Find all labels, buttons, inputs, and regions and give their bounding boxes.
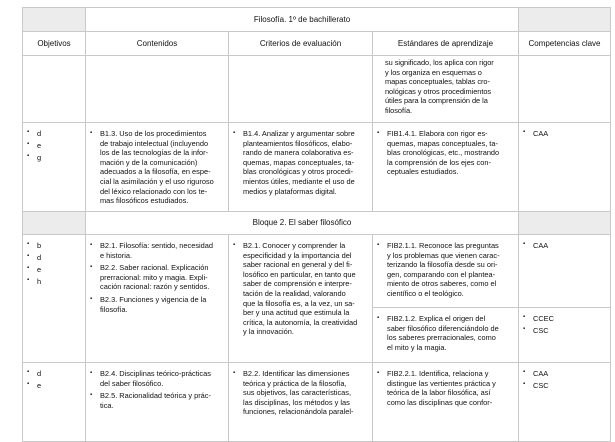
competence-item: ▪ CAA (523, 369, 549, 378)
objective-item: ▪ d (27, 253, 41, 262)
row4-objectives-cell (22, 362, 86, 442)
row3-competences-list-a (523, 241, 548, 253)
objective-item: ▪ g (27, 153, 41, 162)
row4-standards-list (377, 369, 496, 410)
row1-objectives-cell (22, 55, 86, 123)
content-item: ▪ B2.3. Funciones y vigencia de la filosofía. (90, 295, 213, 314)
competence-item: ▪ CSC (523, 326, 554, 335)
content-item: ▪ B2.2. Saber racional. Explicación prerracional: mito y magia. Expli- cación racional: razón y sentidos. (90, 263, 213, 292)
row3-criteria-list (233, 241, 357, 340)
row4-contents-cell (85, 362, 229, 442)
row2-standards-cell (372, 122, 519, 212)
row3-contents-cell (85, 234, 229, 363)
competence-item: ▪ CAA (523, 241, 548, 250)
row4-contents-list (90, 369, 211, 413)
competence-item: ▪ CCEC (523, 314, 554, 323)
objective-item: ▪ b (27, 241, 41, 250)
row1-standards-cell (372, 55, 519, 123)
row3-competences-cell-b (518, 307, 611, 363)
competence-item: ▪ CAA (523, 129, 548, 138)
row3-standards-list-b (377, 314, 499, 355)
row1-contents-cell (85, 55, 229, 123)
standard-item: ▪ FIB2.1.1. Reconoce las preguntas y los problemas que vienen carac- terizando la filosofía desde su ori- gen, comparando con el plantea- miento de otros saberes, como el científico o el teológico. (377, 241, 500, 299)
row2-objectives-list (27, 129, 41, 165)
row2-competences-list (523, 129, 548, 141)
row3-competences-cell-a (518, 234, 611, 308)
objective-item: ▪ e (27, 265, 41, 274)
column-header-competences: Competencias clave (518, 31, 611, 56)
row3-standards-cell-a (372, 234, 519, 308)
row2-contents-list (90, 129, 214, 209)
row3-objectives-list (27, 241, 41, 289)
row2-criteria-list (233, 129, 355, 199)
row3-standards-cell-b (372, 307, 519, 363)
content-item: ▪ B2.4. Disciplinas teórico-prácticas del saber filosófico. (90, 369, 211, 388)
column-header-contents: Contenidos (85, 31, 229, 56)
competence-item: ▪ CSC (523, 381, 549, 390)
row2-contents-cell (85, 122, 229, 212)
row1-competences-cell (518, 55, 611, 123)
row1-criteria-cell (228, 55, 373, 123)
column-header-objectives: Objetivos (22, 31, 86, 56)
content-item: ▪ B2.5. Racionalidad teórica y prác- tica. (90, 391, 211, 410)
row4-criteria-cell (228, 362, 373, 442)
content-item: ▪ B1.3. Uso de los procedimientos de trabajo intelectual (incluyendo los de las tecnologías de la infor- mación y de la comunicación) adecuados a la filosofía, en espe- cial la asimilación y el uso riguroso del léxico relacionado con los te- mas filosóficos estudiados. (90, 129, 214, 206)
block2-title: Bloque 2. El saber filosófico (85, 211, 519, 235)
row4-standards-cell (372, 362, 519, 442)
block2-right-cell (518, 211, 611, 235)
row2-competences-cell (518, 122, 611, 212)
row4-competences-list (523, 369, 549, 393)
corner-cell-left (22, 7, 86, 32)
criteria-item: ▪ B2.1. Conocer y comprender la especificidad y la importancia del saber racional en general y del fi- losófico en particular, en tanto que saber de comprensión e interpre- tación de la realidad, valorando que la filosofía es, a la vez, un sa- ber y una actitud que estimula la crítica, la autonomía, la creatividad y la innovación. (233, 241, 357, 337)
row2-objectives-cell (22, 122, 86, 212)
column-header-criteria: Criterios de evaluación (228, 31, 373, 56)
row2-standards-list (377, 129, 499, 180)
row3-criteria-cell (228, 234, 373, 363)
row4-criteria-list (233, 369, 354, 420)
row3-standards-list-a (377, 241, 500, 302)
objective-item: ▪ d (27, 129, 41, 138)
row4-objectives-list (27, 369, 41, 393)
criteria-item: ▪ B1.4. Analizar y argumentar sobre planteamientos filosóficos, elabo- rando de manera colaborativa es- quemas, mapas conceptuales, ta- blas cronológicas y otros procedi- mientos útiles, mediante el uso de medios y plataformas digital. (233, 129, 355, 196)
objective-item: ▪ e (27, 381, 41, 390)
row3-objectives-cell (22, 234, 86, 363)
column-header-standards: Estándares de aprendizaje (372, 31, 519, 56)
row1-standard-text: su significado, los aplica con rigor y los organiza en esquemas o mapas conceptuales, tablas cro- nológicas y otros procedimientos útiles para la comprensión de la filosofía. (385, 58, 494, 115)
criteria-item: ▪ B2.2. Identificar las dimensiones teórica y práctica de la filosofía, sus objetivos, las características, las disciplinas, los métodos y las funciones, relacionándola paralel- (233, 369, 354, 417)
corner-cell-right (518, 7, 611, 32)
block2-left-cell (22, 211, 86, 235)
standard-item: ▪ FIB2.2.1. Identifica, relaciona y distingue las vertientes práctica y teórica de la labor filosófica, así como las disciplinas que confor- (377, 369, 496, 407)
objective-item: ▪ h (27, 277, 41, 286)
row4-competences-cell (518, 362, 611, 442)
standard-item: ▪ FIB1.4.1. Elabora con rigor es- quemas, mapas conceptuales, ta- blas cronológicas, etc., mostrando la comprensión de los ejes con- ceptuales estudiados. (377, 129, 499, 177)
standard-item: ▪ FIB2.1.2. Explica el origen del saber filosófico diferenciándolo de los saberes prerracionales, como el mito y la magia. (377, 314, 499, 352)
objective-item: ▪ d (27, 369, 41, 378)
objective-item: ▪ e (27, 141, 41, 150)
row3-contents-list (90, 241, 213, 317)
row2-criteria-cell (228, 122, 373, 212)
content-item: ▪ B2.1. Filosofía: sentido, necesidad e historia. (90, 241, 213, 260)
row3-competences-list-b (523, 314, 554, 338)
table-title: Filosofía. 1º de bachillerato (85, 7, 519, 32)
